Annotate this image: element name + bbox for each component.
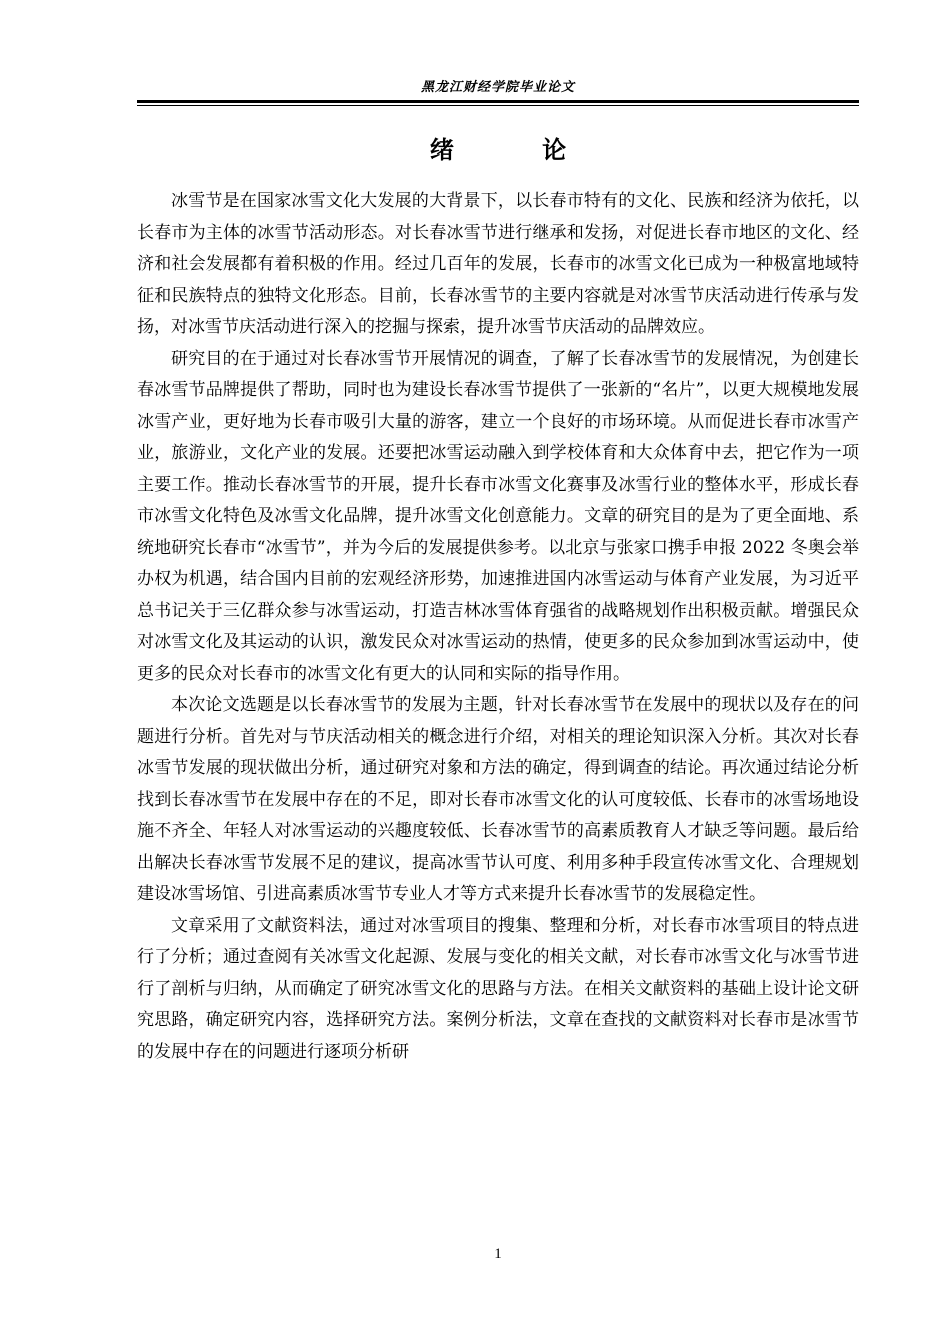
chapter-title: 绪 论 [429,136,607,164]
body-text [137,186,859,1068]
header-rule-thin [137,105,859,106]
paragraph: 本次论文选题是以长春冰雪节的发展为主题，针对长春冰雪节在发展中的现状以及存在的问题进行分析。首先对与节庆活动相关的概念进行介绍，对相关的理论知识深入分析。其次对长春冰雪节发展的现状做出分析，通过研究对象和方法的确定，得到调查的结论。再次通过结论分析找到长春冰雪节在发展中存在的不足，即对长春市冰雪文化的认可度较低、长春市的冰雪场地设施不齐全、年轻人对冰雪运动的兴趣度较低、长春冰雪节的高素质教育人才缺乏等问题。最后给出解决长春冰雪节发展不足的建议，提高冰雪节认可度、利用多种手段宣传冰雪文化、合理规划建设冰雪场馆、引进高素质冰雪节专业人才等方式来提升长春冰雪节的发展稳定性。 [137,695,859,904]
running-header: 黑龙江财经学院毕业论文 [420,80,575,95]
paragraph: 文章采用了文献资料法，通过对冰雪项目的搜集、整理和分析，对长春市冰雪项目的特点进行了分析；通过查阅有关冰雪文化起源、发展与变化的相关文献，对长春市冰雪文化与冰雪节进行了剖析与归纳，从而确定了研究冰雪文化的思路与方法。在相关文献资料的基础上设计论文研究思路，确定研究内容，选择研究方法。案例分析法，文章在查找的文献资料对长春市是冰雪节的发展中存在的问题进行逐项分析研 [137,915,859,1062]
header-rule-thick [137,100,859,103]
page-number: 1 [494,1246,502,1262]
paragraph: 研究目的在于通过对长春冰雪节开展情况的调查，了解了长春冰雪节的发展情况，为创建长春冰雪节品牌提供了帮助，同时也为建设长春冰雪节提供了一张新的“名片”，以更大规模地发展冰雪产业，更好地为长春市吸引大量的游客，建立一个良好的市场环境。从而促进长春市冰雪产业，旅游业，文化产业的发展。还要把冰雪运动融入到学校体育和大众体育中去，把它作为一项主要工作。推动长春冰雪节的开展，提升长春市冰雪文化赛事及冰雪行业的整体水平，形成长春市冰雪文化特色及冰雪文化品牌，提升冰雪文化创意能力。文章的研究目的是为了更全面地、系统地研究长春市“冰雪节”，并为今后的发展提供参考。以北京与张家口携手申报 2022 冬奥会举办权为机遇，结合国内目前的宏观经济形势，加速推进国内冰雪运动与体育产业发展，为习近平总书记关于三亿群众参与冰雪运动，打造吉林冰雪体育强省的战略规划作出积极贡献。增强民众对冰雪文化及其运动的认识，激发民众对冰雪运动的热情，使更多的民众参加到冰雪运动中，使更多的民众对长春市的冰雪文化有更大的认同和实际的指导作用。 [137,348,859,684]
paragraph: 冰雪节是在国家冰雪文化大发展的大背景下，以长春市特有的文化、民族和经济为依托，以长春市为主体的冰雪节活动形态。对长春冰雪节进行继承和发扬，对促进长春市地区的文化、经济和社会发展都有着积极的作用。经过几百年的发展，长春市的冰雪文化已成为一种极富地域特征和民族特点的独特文化形态。目前，长春冰雪节的主要内容就是对冰雪节庆活动进行传承与发扬，对冰雪节庆活动进行深入的挖掘与探索，提升冰雪节庆活动的品牌效应。 [137,191,859,337]
